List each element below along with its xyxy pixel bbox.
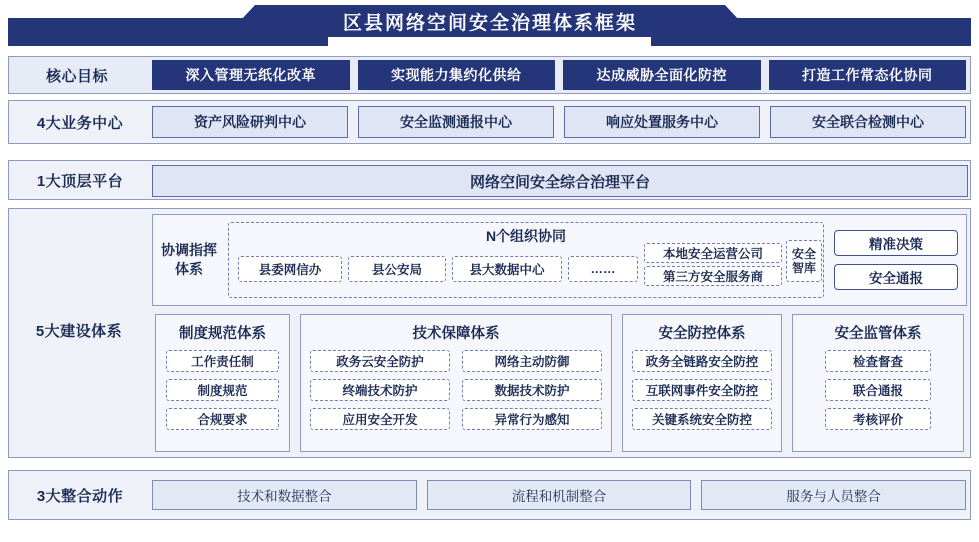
core-goal-item[interactable]: 深入管理无纸化改革	[152, 60, 350, 90]
business-center-item[interactable]: 安全监测通报中心	[358, 106, 554, 138]
pillar-item[interactable]: 互联网事件安全防控	[632, 379, 772, 401]
pillar-title: 技术保障体系	[412, 326, 500, 342]
diagram-title: 区县网络空间安全治理体系框架	[255, 5, 725, 37]
pillar-item[interactable]: 关键系统安全防控	[632, 408, 772, 430]
pillar-item[interactable]: 制度规范	[166, 379, 279, 401]
think-tank-chip[interactable]: 安全智库	[786, 240, 822, 282]
business-center-item[interactable]: 资产风险研判中心	[152, 106, 348, 138]
org-chip[interactable]: 县委网信办	[238, 256, 342, 282]
pillar-item[interactable]: 考核评价	[825, 408, 931, 430]
core-goal-item[interactable]: 打造工作常态化协同	[769, 60, 967, 90]
pillar-item[interactable]: 合规要求	[166, 408, 279, 430]
pillar-item[interactable]: 网络主动防御	[462, 350, 602, 372]
pillar-title: 安全防控体系	[658, 326, 746, 342]
business-centers-list	[152, 106, 966, 138]
platform-label: 1大顶层平台	[36, 172, 124, 190]
pillar-item[interactable]: 政务全链路安全防控	[632, 350, 772, 372]
org-chip[interactable]: 县大数据中心	[452, 256, 562, 282]
business-center-item[interactable]: 响应处置服务中心	[564, 106, 760, 138]
pillar-item[interactable]: 检查督查	[825, 350, 931, 372]
pillar-item[interactable]: 数据技术防护	[462, 379, 602, 401]
integration-action-item[interactable]: 服务与人员整合	[701, 480, 966, 510]
integration-actions-list	[152, 480, 966, 510]
coordination-output-chip[interactable]: 安全通报	[834, 264, 958, 290]
business-center-item[interactable]: 安全联合检测中心	[770, 106, 966, 138]
core-goal-item[interactable]: 实现能力集约化供给	[358, 60, 556, 90]
core-goal-item[interactable]: 达成威胁全面化防控	[563, 60, 761, 90]
coordination-output-chip[interactable]: 精准决策	[834, 230, 958, 256]
business-centers-label: 4大业务中心	[36, 114, 124, 132]
core-goals-label: 核心目标	[45, 67, 108, 85]
platform-item[interactable]: 网络空间安全综合治理平台	[152, 165, 968, 197]
org-chip[interactable]: 第三方安全服务商	[644, 266, 782, 286]
integration-action-item[interactable]: 流程和机制整合	[427, 480, 692, 510]
title-banner	[0, 0, 979, 46]
banner-notch-right	[725, 5, 755, 37]
banner-notch-left	[225, 5, 255, 37]
organization-collab-title: N个组织协同	[485, 228, 567, 244]
pillar-item[interactable]: 政务云安全防护	[310, 350, 450, 372]
pillar-item[interactable]: 联合通报	[825, 379, 931, 401]
pillar-item[interactable]: 终端技术防护	[310, 379, 450, 401]
pillar-title: 制度规范体系	[179, 326, 266, 342]
coordination-title: 协调指挥体系	[161, 242, 217, 277]
pillar-item[interactable]: 应用安全开发	[310, 408, 450, 430]
core-goals-list	[152, 60, 966, 90]
construction-systems-label: 5大建设体系	[35, 322, 123, 340]
integration-action-item[interactable]: 技术和数据整合	[152, 480, 417, 510]
org-chip-ellipsis[interactable]: ……	[568, 256, 638, 282]
pillar-item[interactable]: 异常行为感知	[462, 408, 602, 430]
org-chip[interactable]: 县公安局	[348, 256, 446, 282]
org-chip[interactable]: 本地安全运营公司	[644, 243, 782, 263]
pillar-title: 安全监管体系	[834, 326, 922, 342]
integration-actions-label: 3大整合动作	[36, 487, 124, 505]
pillar-item[interactable]: 工作责任制	[166, 350, 279, 372]
